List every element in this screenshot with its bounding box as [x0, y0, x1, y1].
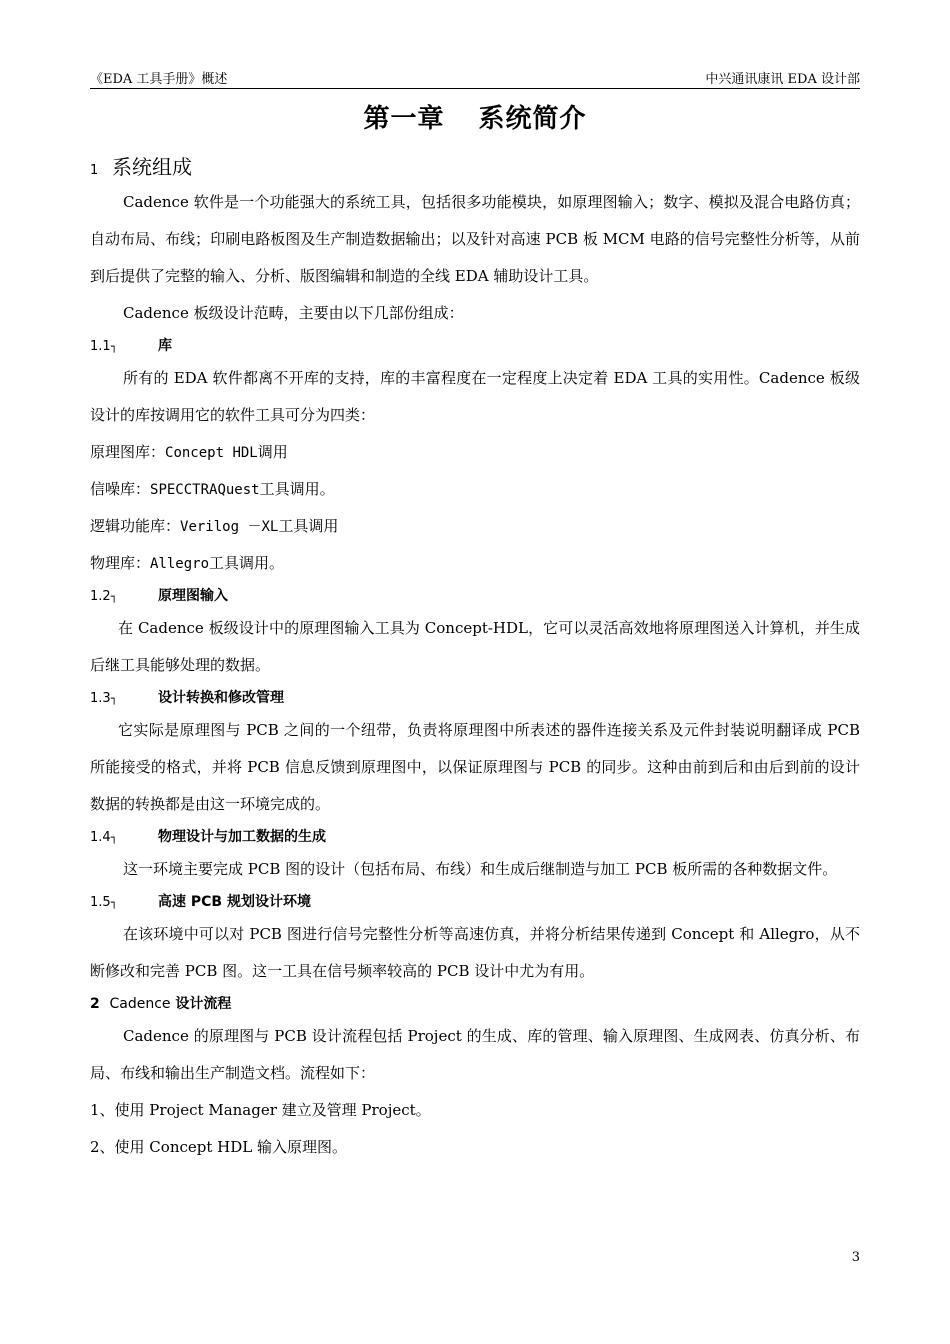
flow-step: 2、使用 Concept HDL 输入原理图。: [90, 1138, 347, 1156]
chapter-title: [0, 98, 950, 135]
paragraph: 它实际是原理图与 PCB 之间的一个纽带，负责将原理图中所表述的器件连接关系及元件封装说明翻译成 PCB 所能接受的格式，并将 PCB 信息反馈到原理图中，以保证原理图与 PCB 的同步。这种由前到后和由后到前的设计数据的转换都是由这一环境完成的。: [90, 721, 860, 813]
library-tool: SPECCTRAQuest: [150, 482, 260, 498]
library-item: [90, 471, 860, 508]
library-tool: Verilog －XL: [180, 519, 279, 535]
paragraph: Cadence 的原理图与 PCB 设计流程包括 Project 的生成、库的管理、输入原理图、生成网表、仿真分析、布局、布线和输出生产制造文档。流程如下：: [90, 1027, 860, 1082]
subsection-number: 1.1: [90, 339, 111, 354]
heading-mark: ┐: [110, 692, 118, 705]
page-header: [90, 68, 860, 88]
flow-step: 1、使用 Project Manager 建立及管理 Project。: [90, 1101, 431, 1119]
subsection-heading-1-4: [90, 823, 860, 851]
heading-mark: ┐: [110, 590, 118, 603]
paragraph: 在该环境中可以对 PCB 图进行信号完整性分析等高速仿真，并将分析结果传递到 Concept 和 Allegro，从不断修改和完善 PCB 图。这一工具在信号频率较高的 PCB 设计中尤为有用。: [90, 925, 860, 980]
library-suffix: 工具调用: [278, 517, 339, 535]
header-rule: [90, 88, 860, 89]
library-label: 逻辑功能库：: [90, 517, 181, 535]
subsection-title: 库: [158, 338, 172, 354]
paragraph: 这一环境主要完成 PCB 图的设计（包括布局、布线）和生成后继制造与加工 PCB 板所需的各种数据文件。: [123, 860, 838, 878]
library-item: [90, 545, 860, 582]
subsection-title: 设计转换和修改管理: [158, 690, 284, 706]
library-tool: Allegro: [150, 556, 210, 572]
header-right: 中兴通讯康讯 EDA 设计部: [705, 72, 860, 87]
subsection-heading-1-5: [90, 888, 860, 916]
subsection-number: 1.4: [90, 830, 111, 845]
subsection-title: 高速 PCB 规划设计环境: [158, 894, 311, 910]
section-number: 2: [90, 996, 100, 1012]
page-number: 3: [851, 1250, 860, 1265]
subsection-number: 1.5: [90, 895, 111, 910]
paragraph: Cadence 板级设计范畴，主要由以下几部份组成：: [123, 304, 464, 322]
chapter-title-part2: 系统简介: [478, 104, 587, 134]
library-item: [90, 434, 860, 471]
library-label: 物理库：: [90, 554, 151, 572]
library-label: 原理图库：: [90, 443, 166, 461]
subsection-heading-1-3: [90, 684, 860, 712]
subsection-title: 物理设计与加工数据的生成: [158, 829, 326, 845]
section-title: 设计流程: [175, 996, 232, 1012]
paragraph: 在 Cadence 板级设计中的原理图输入工具为 Concept-HDL，它可以灵活高效地将原理图送入计算机，并生成后继工具能够处理的数据。: [90, 619, 860, 674]
heading-mark: ┐: [110, 340, 118, 353]
subsection-number: 1.2: [90, 589, 111, 604]
header-left: 《EDA 工具手册》概述: [90, 72, 228, 87]
subsection-number: 1.3: [90, 691, 111, 706]
library-label: 信噪库：: [90, 480, 151, 498]
section-number: 1: [90, 163, 99, 178]
library-tool: Concept HDL: [165, 445, 258, 461]
library-suffix: 调用: [257, 443, 288, 461]
library-item: [90, 508, 860, 545]
section-heading-1: [90, 150, 860, 184]
library-suffix: 工具调用。: [259, 480, 335, 498]
main-content: [90, 150, 860, 1166]
library-suffix: 工具调用。: [209, 554, 285, 572]
heading-mark: ┐: [110, 896, 118, 909]
heading-mark: ┐: [110, 831, 118, 844]
subsection-heading-1-1: [90, 332, 860, 360]
subsection-heading-1-2: [90, 582, 860, 610]
section-title: 系统组成: [112, 155, 192, 179]
chapter-title-part1: 第一章: [363, 104, 445, 134]
paragraph: Cadence 软件是一个功能强大的系统工具，包括很多功能模块，如原理图输入；数字、模拟及混合电路仿真；自动布局、布线；印刷电路板图及生产制造数据输出；以及针对高速 PCB 板 MCM 电路的信号完整性分析等，从前到后提供了完整的输入、分析、版图编辑和制造的全线 EDA 辅助设计工具。: [90, 193, 860, 285]
subsection-title: 原理图输入: [158, 588, 228, 604]
section-title-prefix: Cadence: [109, 996, 171, 1012]
paragraph: 所有的 EDA 软件都离不开库的支持，库的丰富程度在一定程度上决定着 EDA 工具的实用性。Cadence 板级设计的库按调用它的软件工具可分为四类：: [90, 369, 860, 424]
section-heading-2: [90, 990, 860, 1018]
